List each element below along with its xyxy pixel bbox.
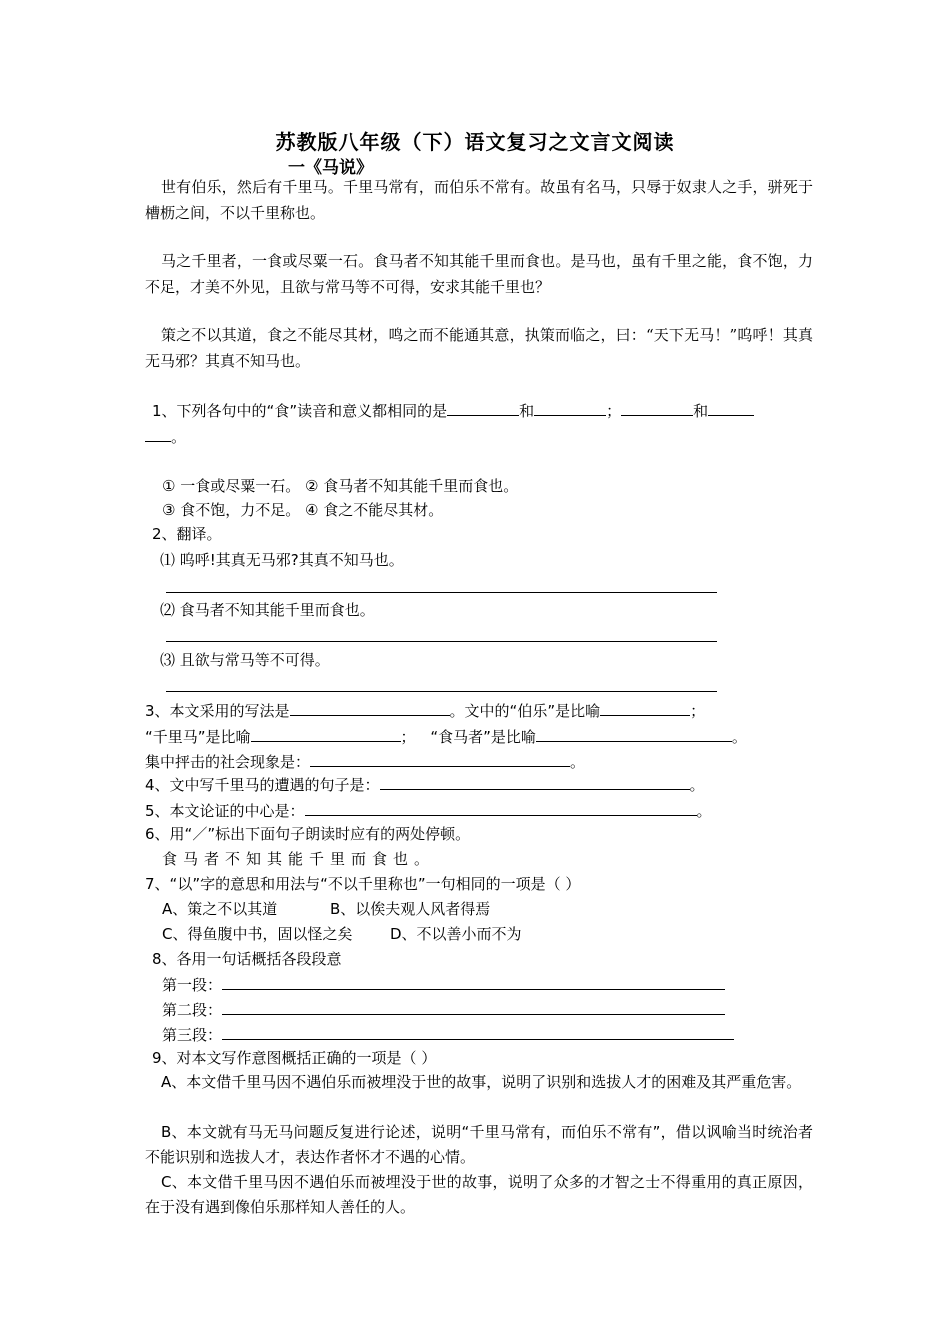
- passage-paragraph-1: 世有伯乐，然后有千里马。千里马常有，而伯乐不常有。故虽有名马，只辱于奴隶人之手，骈死于槽枥之间，不以千里称也。: [145, 178, 813, 222]
- answer-blank[interactable]: [447, 400, 519, 416]
- answer-blank[interactable]: [222, 974, 725, 990]
- question-3-line-1: 3、本文采用的写法是 。文中的“伯乐”是比喻 ；: [145, 702, 706, 720]
- question-1-continuation: 。: [145, 426, 186, 447]
- question-9: 9、对本文写作意图概括正确的一项是（ ）: [152, 1049, 437, 1067]
- translation-item-1: ⑴ 呜呼!其真无马邪?其真不知马也。: [160, 551, 404, 569]
- question-1-options-line-1: ① 一食或尽粟一石。 ② 食马者不知其能千里而食也。: [162, 477, 519, 495]
- answer-blank[interactable]: [305, 800, 697, 816]
- question-6: 6、用“／”标出下面句子朗读时应有的两处停顿。: [145, 825, 471, 843]
- question-1: 1、下列各句中的“食”读音和意义都相同的是 和 ； 和: [152, 400, 754, 421]
- answer-blank[interactable]: [222, 999, 725, 1015]
- question-8-paragraph-3: 第三段：: [162, 1024, 734, 1045]
- answer-blank[interactable]: [600, 700, 690, 716]
- question-2: 2、翻译。: [152, 525, 222, 543]
- question-9-option-c[interactable]: C、本文借千里马因不遇伯乐而被埋没于世的故事，说明了众多的才智之士不得重用的真正原因，在于没有遇到像伯乐那样知人善任的人。: [145, 1173, 813, 1216]
- answer-line[interactable]: [166, 691, 717, 692]
- question-7-option-d[interactable]: D、不以善小而不为: [390, 925, 522, 943]
- answer-blank[interactable]: [251, 726, 401, 742]
- passage-paragraph-2: 马之千里者，一食或尽粟一石。食马者不知其能千里而食也。是马也，虽有千里之能，食不饱，力不足，才美不外见，且欲与常马等不可得，安求其能千里也？: [145, 252, 813, 296]
- page-title: 苏教版八年级（下）语文复习之文言文阅读: [275, 130, 675, 154]
- question-7: 7、“以”字的意思和用法与“不以千里称也”一句相同的一项是（ ）: [145, 875, 581, 893]
- passage-paragraph-3: 策之不以其道，食之不能尽其材，鸣之而不能通其意，执策而临之，曰：“天下无马！”呜呼！其真无马邪？其真不知马也。: [145, 326, 813, 370]
- answer-blank[interactable]: [534, 400, 606, 416]
- answer-blank[interactable]: [708, 400, 754, 416]
- question-6-sentence: 食马者不知其能千里而食也。: [162, 850, 436, 868]
- answer-blank[interactable]: [380, 774, 690, 790]
- question-4: 4、文中写千里马的遭遇的句子是： 。: [145, 776, 705, 794]
- question-7-option-b[interactable]: B、以俟夫观人风者得焉: [330, 900, 491, 918]
- answer-line[interactable]: [166, 641, 717, 642]
- section-title: 一《马说》: [288, 158, 373, 178]
- answer-blank[interactable]: [222, 1024, 734, 1040]
- question-3-line-3: 集中抨击的社会现象是： 。: [145, 753, 586, 771]
- question-7-option-a[interactable]: A、策之不以其道: [162, 900, 278, 918]
- answer-blank[interactable]: [145, 426, 171, 442]
- translation-item-2: ⑵ 食马者不知其能千里而食也。: [160, 601, 375, 619]
- translation-item-3: ⑶ 且欲与常马等不可得。: [160, 651, 330, 669]
- answer-line[interactable]: [166, 592, 717, 593]
- question-8-paragraph-2: 第二段：: [162, 999, 725, 1020]
- answer-blank[interactable]: [310, 751, 570, 767]
- question-1-options-line-2: ③ 食不饱，力不足。 ④ 食之不能尽其材。: [162, 501, 444, 519]
- question-8: 8、各用一句话概括各段段意: [152, 950, 342, 968]
- question-7-option-c[interactable]: C、得鱼腹中书，固以怪之矣: [162, 925, 353, 943]
- question-3-line-2: “千里马”是比喻 ； “食马者”是比喻 。: [145, 728, 747, 746]
- answer-blank[interactable]: [290, 700, 450, 716]
- question-9-option-b[interactable]: B、本文就有马无马问题反复进行论述，说明“千里马常有，而伯乐不常有”，借以讽喻当时统治者不能识别和选拔人才，表达作者怀才不遇的心情。: [145, 1123, 813, 1166]
- question-8-paragraph-1: 第一段：: [162, 974, 725, 995]
- answer-blank[interactable]: [536, 726, 732, 742]
- question-9-option-a[interactable]: A、本文借千里马因不遇伯乐而被埋没于世的故事，说明了识别和选拔人才的困难及其严重危害。: [161, 1073, 802, 1091]
- question-5: 5、本文论证的中心是： 。: [145, 802, 712, 820]
- answer-blank[interactable]: [621, 400, 693, 416]
